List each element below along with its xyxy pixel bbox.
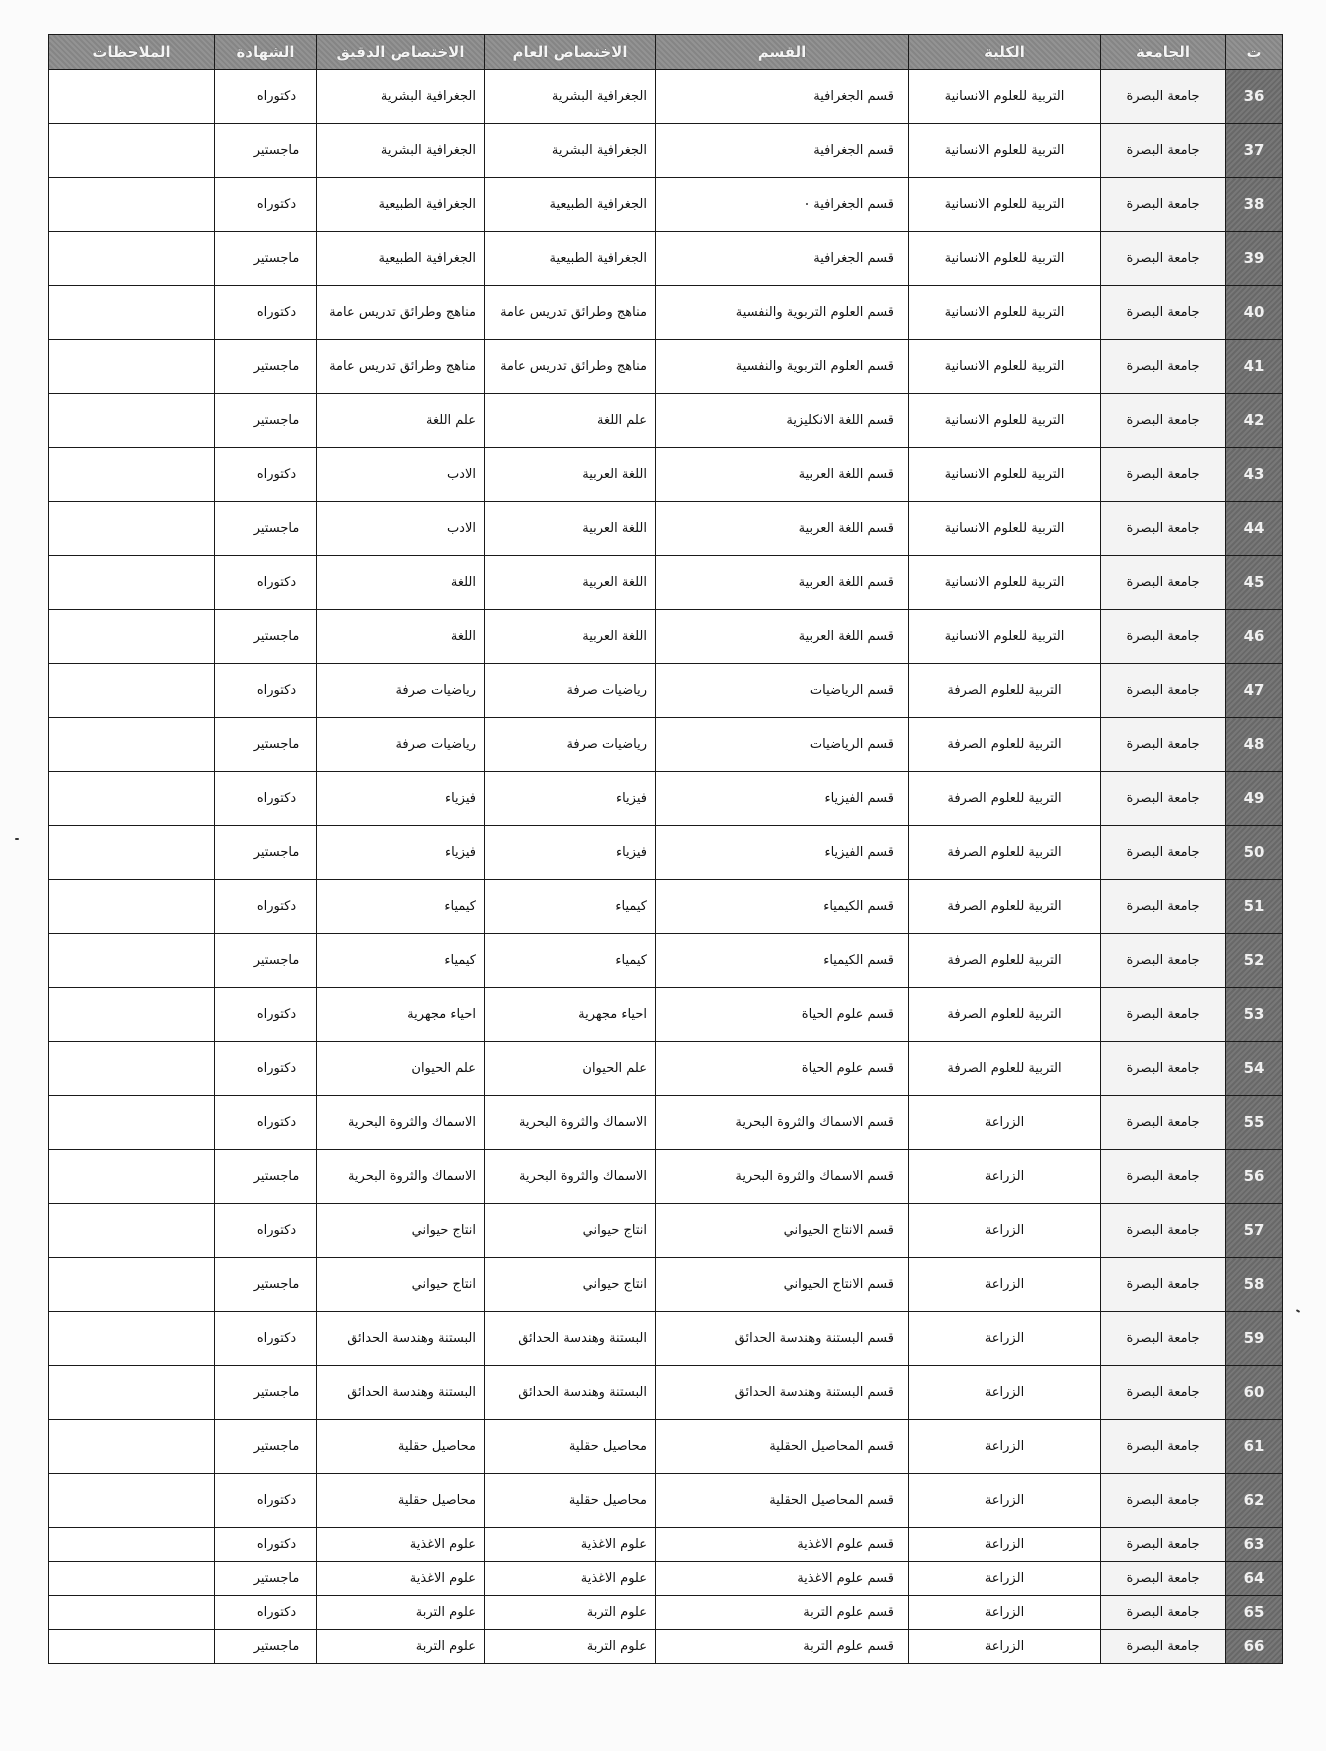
- general-specialization-cell: الجغرافية البشرية: [485, 124, 656, 178]
- general-specialization-cell: الجغرافية الطبيعية: [485, 178, 656, 232]
- general-specialization-cell: علوم الاغذية: [485, 1528, 656, 1562]
- university-cell: جامعة البصرة: [1101, 340, 1226, 394]
- precise-specialization-cell: الاسماك والثروة البحرية: [317, 1150, 485, 1204]
- notes-cell: [49, 124, 215, 178]
- college-cell: التربية للعلوم الانسانية: [909, 394, 1101, 448]
- degree-cell: ماجستير: [215, 124, 317, 178]
- row-number: 60: [1226, 1366, 1283, 1420]
- table-row: [49, 286, 1283, 340]
- university-cell: جامعة البصرة: [1101, 1096, 1226, 1150]
- degree-cell: دكتوراه: [215, 556, 317, 610]
- department-cell: قسم علوم الاغذية: [656, 1562, 909, 1596]
- notes-cell: [49, 1366, 215, 1420]
- college-cell: التربية للعلوم الانسانية: [909, 178, 1101, 232]
- notes-cell: [49, 448, 215, 502]
- university-cell: جامعة البصرة: [1101, 1312, 1226, 1366]
- scan-speck: [806, 203, 808, 205]
- row-number: 47: [1226, 664, 1283, 718]
- general-specialization-cell: علوم التربة: [485, 1630, 656, 1664]
- notes-cell: [49, 718, 215, 772]
- degree-cell: ماجستير: [215, 1630, 317, 1664]
- notes-cell: [49, 1562, 215, 1596]
- college-cell: الزراعة: [909, 1562, 1101, 1596]
- degree-cell: دكتوراه: [215, 70, 317, 124]
- table-row: [49, 1630, 1283, 1664]
- row-number: 51: [1226, 880, 1283, 934]
- table-row: [49, 880, 1283, 934]
- degree-cell: دكتوراه: [215, 880, 317, 934]
- college-cell: الزراعة: [909, 1204, 1101, 1258]
- row-number: 58: [1226, 1258, 1283, 1312]
- notes-cell: [49, 502, 215, 556]
- specializations-table: [48, 34, 1283, 1664]
- department-cell: قسم اللغة العربية: [656, 610, 909, 664]
- degree-cell: ماجستير: [215, 232, 317, 286]
- precise-specialization-cell: علوم الاغذية: [317, 1528, 485, 1562]
- precise-specialization-cell: اللغة: [317, 556, 485, 610]
- university-cell: جامعة البصرة: [1101, 394, 1226, 448]
- university-cell: جامعة البصرة: [1101, 826, 1226, 880]
- department-cell: قسم الجغرافية: [656, 124, 909, 178]
- general-specialization-cell: الجغرافية البشرية: [485, 70, 656, 124]
- precise-specialization-cell: مناهج وطرائق تدريس عامة: [317, 340, 485, 394]
- table-row: [49, 178, 1283, 232]
- college-cell: التربية للعلوم الصرفة: [909, 826, 1101, 880]
- university-cell: جامعة البصرة: [1101, 448, 1226, 502]
- general-specialization-cell: كيمياء: [485, 880, 656, 934]
- notes-cell: [49, 1096, 215, 1150]
- department-cell: قسم علوم التربة: [656, 1630, 909, 1664]
- department-cell: قسم الرياضيات: [656, 664, 909, 718]
- notes-cell: [49, 1204, 215, 1258]
- degree-cell: ماجستير: [215, 1420, 317, 1474]
- department-cell: قسم الكيمياء: [656, 880, 909, 934]
- table-row: [49, 1420, 1283, 1474]
- general-specialization-cell: اللغة العربية: [485, 502, 656, 556]
- college-cell: التربية للعلوم الانسانية: [909, 556, 1101, 610]
- department-cell: قسم اللغة العربية: [656, 448, 909, 502]
- notes-cell: [49, 232, 215, 286]
- header-department: القسم: [656, 35, 909, 70]
- row-number: 61: [1226, 1420, 1283, 1474]
- department-cell: قسم علوم الاغذية: [656, 1528, 909, 1562]
- university-cell: جامعة البصرة: [1101, 1528, 1226, 1562]
- row-number: 41: [1226, 340, 1283, 394]
- notes-cell: [49, 340, 215, 394]
- department-cell: قسم الجغرافية: [656, 232, 909, 286]
- table-row: [49, 124, 1283, 178]
- university-cell: جامعة البصرة: [1101, 1258, 1226, 1312]
- university-cell: جامعة البصرة: [1101, 610, 1226, 664]
- row-number: 59: [1226, 1312, 1283, 1366]
- table-row: [49, 232, 1283, 286]
- table-row: [49, 1150, 1283, 1204]
- degree-cell: دكتوراه: [215, 1596, 317, 1630]
- table-row: [49, 1042, 1283, 1096]
- department-cell: قسم الفيزياء: [656, 772, 909, 826]
- notes-cell: [49, 1042, 215, 1096]
- university-cell: جامعة البصرة: [1101, 934, 1226, 988]
- college-cell: التربية للعلوم الصرفة: [909, 1042, 1101, 1096]
- university-cell: جامعة البصرة: [1101, 772, 1226, 826]
- table-row: [49, 988, 1283, 1042]
- college-cell: التربية للعلوم الانسانية: [909, 610, 1101, 664]
- degree-cell: دكتوراه: [215, 1528, 317, 1562]
- general-specialization-cell: اللغة العربية: [485, 610, 656, 664]
- university-cell: جامعة البصرة: [1101, 1420, 1226, 1474]
- notes-cell: [49, 556, 215, 610]
- row-number: 36: [1226, 70, 1283, 124]
- degree-cell: ماجستير: [215, 340, 317, 394]
- college-cell: التربية للعلوم الصرفة: [909, 664, 1101, 718]
- row-number: 37: [1226, 124, 1283, 178]
- row-number: 56: [1226, 1150, 1283, 1204]
- college-cell: الزراعة: [909, 1366, 1101, 1420]
- department-cell: قسم علوم الحياة: [656, 988, 909, 1042]
- department-cell: قسم اللغة العربية: [656, 502, 909, 556]
- university-cell: جامعة البصرة: [1101, 556, 1226, 610]
- table-row: [49, 340, 1283, 394]
- general-specialization-cell: علم اللغة: [485, 394, 656, 448]
- university-cell: جامعة البصرة: [1101, 1204, 1226, 1258]
- department-cell: قسم المحاصيل الحقلية: [656, 1420, 909, 1474]
- college-cell: الزراعة: [909, 1096, 1101, 1150]
- notes-cell: [49, 70, 215, 124]
- precise-specialization-cell: الاسماك والثروة البحرية: [317, 1096, 485, 1150]
- department-cell: قسم الانتاج الحيواني: [656, 1258, 909, 1312]
- degree-cell: ماجستير: [215, 502, 317, 556]
- row-number: 49: [1226, 772, 1283, 826]
- table-row: [49, 502, 1283, 556]
- department-cell: قسم علوم التربة: [656, 1596, 909, 1630]
- notes-cell: [49, 1474, 215, 1528]
- table-row: [49, 826, 1283, 880]
- row-number: 63: [1226, 1528, 1283, 1562]
- precise-specialization-cell: الادب: [317, 502, 485, 556]
- precise-specialization-cell: مناهج وطرائق تدريس عامة: [317, 286, 485, 340]
- precise-specialization-cell: كيمياء: [317, 880, 485, 934]
- notes-cell: [49, 934, 215, 988]
- university-cell: جامعة البصرة: [1101, 1596, 1226, 1630]
- row-number: 42: [1226, 394, 1283, 448]
- notes-cell: [49, 394, 215, 448]
- notes-cell: [49, 178, 215, 232]
- general-specialization-cell: الجغرافية الطبيعية: [485, 232, 656, 286]
- college-cell: التربية للعلوم الانسانية: [909, 124, 1101, 178]
- notes-cell: [49, 772, 215, 826]
- university-cell: جامعة البصرة: [1101, 124, 1226, 178]
- department-cell: قسم البستنة وهندسة الحدائق: [656, 1366, 909, 1420]
- header-university: الجامعة: [1101, 35, 1226, 70]
- degree-cell: ماجستير: [215, 1258, 317, 1312]
- row-number: 53: [1226, 988, 1283, 1042]
- row-number: 52: [1226, 934, 1283, 988]
- precise-specialization-cell: البستنة وهندسة الحدائق: [317, 1366, 485, 1420]
- degree-cell: ماجستير: [215, 1150, 317, 1204]
- notes-cell: [49, 610, 215, 664]
- degree-cell: دكتوراه: [215, 1042, 317, 1096]
- university-cell: جامعة البصرة: [1101, 70, 1226, 124]
- precise-specialization-cell: انتاج حيواني: [317, 1204, 485, 1258]
- row-number: 65: [1226, 1596, 1283, 1630]
- degree-cell: ماجستير: [215, 826, 317, 880]
- precise-specialization-cell: فيزياء: [317, 826, 485, 880]
- table-row: [49, 70, 1283, 124]
- department-cell: قسم الرياضيات: [656, 718, 909, 772]
- department-cell: قسم الجغرافية: [656, 70, 909, 124]
- row-number: 66: [1226, 1630, 1283, 1664]
- table-row: [49, 1528, 1283, 1562]
- notes-cell: [49, 1528, 215, 1562]
- row-number: 55: [1226, 1096, 1283, 1150]
- table-row: [49, 1366, 1283, 1420]
- table-row: [49, 664, 1283, 718]
- university-cell: جامعة البصرة: [1101, 718, 1226, 772]
- notes-cell: [49, 880, 215, 934]
- degree-cell: دكتوراه: [215, 988, 317, 1042]
- precise-specialization-cell: البستنة وهندسة الحدائق: [317, 1312, 485, 1366]
- department-cell: قسم الجغرافية: [656, 178, 909, 232]
- precise-specialization-cell: علم الحيوان: [317, 1042, 485, 1096]
- header-precise-specialization: الاختصاص الدقيق: [317, 35, 485, 70]
- university-cell: جامعة البصرة: [1101, 664, 1226, 718]
- row-number: 44: [1226, 502, 1283, 556]
- table-row: [49, 934, 1283, 988]
- department-cell: قسم الفيزياء: [656, 826, 909, 880]
- department-cell: قسم علوم الحياة: [656, 1042, 909, 1096]
- precise-specialization-cell: احياء مجهرية: [317, 988, 485, 1042]
- department-cell: قسم الانتاج الحيواني: [656, 1204, 909, 1258]
- notes-cell: [49, 1596, 215, 1630]
- row-number: 54: [1226, 1042, 1283, 1096]
- general-specialization-cell: اللغة العربية: [485, 448, 656, 502]
- college-cell: التربية للعلوم الانسانية: [909, 448, 1101, 502]
- table-row: [49, 1312, 1283, 1366]
- college-cell: التربية للعلوم الصرفة: [909, 772, 1101, 826]
- row-number: 48: [1226, 718, 1283, 772]
- general-specialization-cell: الاسماك والثروة البحرية: [485, 1150, 656, 1204]
- degree-cell: دكتوراه: [215, 1312, 317, 1366]
- row-number: 50: [1226, 826, 1283, 880]
- college-cell: الزراعة: [909, 1528, 1101, 1562]
- notes-cell: [49, 286, 215, 340]
- general-specialization-cell: الاسماك والثروة البحرية: [485, 1096, 656, 1150]
- header-degree: الشهادة: [215, 35, 317, 70]
- department-cell: قسم اللغة الانكليزية: [656, 394, 909, 448]
- university-cell: جامعة البصرة: [1101, 1474, 1226, 1528]
- precise-specialization-cell: الجغرافية البشرية: [317, 70, 485, 124]
- department-cell: قسم اللغة العربية: [656, 556, 909, 610]
- row-number: 57: [1226, 1204, 1283, 1258]
- precise-specialization-cell: كيمياء: [317, 934, 485, 988]
- row-number: 38: [1226, 178, 1283, 232]
- table-row: [49, 556, 1283, 610]
- degree-cell: دكتوراه: [215, 448, 317, 502]
- notes-cell: [49, 826, 215, 880]
- general-specialization-cell: اللغة العربية: [485, 556, 656, 610]
- department-cell: قسم المحاصيل الحقلية: [656, 1474, 909, 1528]
- table-row: [49, 448, 1283, 502]
- college-cell: التربية للعلوم الصرفة: [909, 988, 1101, 1042]
- general-specialization-cell: رياضيات صرفة: [485, 664, 656, 718]
- general-specialization-cell: انتاج حيواني: [485, 1204, 656, 1258]
- precise-specialization-cell: انتاج حيواني: [317, 1258, 485, 1312]
- table-header-row: [49, 35, 1283, 70]
- table-row: [49, 1474, 1283, 1528]
- degree-cell: ماجستير: [215, 934, 317, 988]
- row-number: 62: [1226, 1474, 1283, 1528]
- precise-specialization-cell: الادب: [317, 448, 485, 502]
- university-cell: جامعة البصرة: [1101, 988, 1226, 1042]
- precise-specialization-cell: علوم التربة: [317, 1596, 485, 1630]
- scan-speck: [15, 838, 19, 840]
- table-row: [49, 772, 1283, 826]
- university-cell: جامعة البصرة: [1101, 880, 1226, 934]
- header-general-specialization: الاختصاص العام: [485, 35, 656, 70]
- general-specialization-cell: محاصيل حقلية: [485, 1474, 656, 1528]
- precise-specialization-cell: الجغرافية الطبيعية: [317, 178, 485, 232]
- precise-specialization-cell: الجغرافية الطبيعية: [317, 232, 485, 286]
- table-row: [49, 1258, 1283, 1312]
- general-specialization-cell: علم الحيوان: [485, 1042, 656, 1096]
- university-cell: جامعة البصرة: [1101, 1150, 1226, 1204]
- university-cell: جامعة البصرة: [1101, 1562, 1226, 1596]
- college-cell: التربية للعلوم الصرفة: [909, 718, 1101, 772]
- department-cell: قسم البستنة وهندسة الحدائق: [656, 1312, 909, 1366]
- degree-cell: ماجستير: [215, 1562, 317, 1596]
- document-sheet: [48, 34, 1282, 1664]
- college-cell: الزراعة: [909, 1420, 1101, 1474]
- general-specialization-cell: مناهج وطرائق تدريس عامة: [485, 340, 656, 394]
- general-specialization-cell: رياضيات صرفة: [485, 718, 656, 772]
- college-cell: التربية للعلوم الانسانية: [909, 340, 1101, 394]
- university-cell: جامعة البصرة: [1101, 502, 1226, 556]
- table-row: [49, 1204, 1283, 1258]
- notes-cell: [49, 1312, 215, 1366]
- row-number: 64: [1226, 1562, 1283, 1596]
- precise-specialization-cell: محاصيل حقلية: [317, 1420, 485, 1474]
- notes-cell: [49, 1150, 215, 1204]
- college-cell: الزراعة: [909, 1596, 1101, 1630]
- notes-cell: [49, 1420, 215, 1474]
- table-row: [49, 394, 1283, 448]
- general-specialization-cell: فيزياء: [485, 772, 656, 826]
- general-specialization-cell: محاصيل حقلية: [485, 1420, 656, 1474]
- header-num: ت: [1226, 35, 1283, 70]
- header-notes: الملاحظات: [49, 35, 215, 70]
- degree-cell: دكتوراه: [215, 1474, 317, 1528]
- degree-cell: ماجستير: [215, 610, 317, 664]
- degree-cell: ماجستير: [215, 718, 317, 772]
- university-cell: جامعة البصرة: [1101, 286, 1226, 340]
- university-cell: جامعة البصرة: [1101, 1630, 1226, 1664]
- precise-specialization-cell: علوم الاغذية: [317, 1562, 485, 1596]
- precise-specialization-cell: محاصيل حقلية: [317, 1474, 485, 1528]
- degree-cell: دكتوراه: [215, 664, 317, 718]
- college-cell: التربية للعلوم الصرفة: [909, 934, 1101, 988]
- notes-cell: [49, 1630, 215, 1664]
- degree-cell: ماجستير: [215, 394, 317, 448]
- notes-cell: [49, 988, 215, 1042]
- university-cell: جامعة البصرة: [1101, 232, 1226, 286]
- university-cell: جامعة البصرة: [1101, 1042, 1226, 1096]
- general-specialization-cell: البستنة وهندسة الحدائق: [485, 1312, 656, 1366]
- table-row: [49, 718, 1283, 772]
- scan-speck: [1296, 1309, 1300, 1313]
- row-number: 40: [1226, 286, 1283, 340]
- general-specialization-cell: البستنة وهندسة الحدائق: [485, 1366, 656, 1420]
- general-specialization-cell: علوم التربة: [485, 1596, 656, 1630]
- row-number: 45: [1226, 556, 1283, 610]
- precise-specialization-cell: فيزياء: [317, 772, 485, 826]
- precise-specialization-cell: الجغرافية البشرية: [317, 124, 485, 178]
- general-specialization-cell: مناهج وطرائق تدريس عامة: [485, 286, 656, 340]
- general-specialization-cell: انتاج حيواني: [485, 1258, 656, 1312]
- university-cell: جامعة البصرة: [1101, 178, 1226, 232]
- notes-cell: [49, 1258, 215, 1312]
- department-cell: قسم الكيمياء: [656, 934, 909, 988]
- precise-specialization-cell: رياضيات صرفة: [317, 664, 485, 718]
- college-cell: التربية للعلوم الانسانية: [909, 70, 1101, 124]
- row-number: 39: [1226, 232, 1283, 286]
- department-cell: قسم الاسماك والثروة البحرية: [656, 1096, 909, 1150]
- general-specialization-cell: فيزياء: [485, 826, 656, 880]
- department-cell: قسم العلوم التربوية والنفسية: [656, 286, 909, 340]
- precise-specialization-cell: اللغة: [317, 610, 485, 664]
- college-cell: التربية للعلوم الانسانية: [909, 502, 1101, 556]
- degree-cell: دكتوراه: [215, 1204, 317, 1258]
- degree-cell: دكتوراه: [215, 178, 317, 232]
- table-row: [49, 610, 1283, 664]
- row-number: 43: [1226, 448, 1283, 502]
- table-row: [49, 1096, 1283, 1150]
- college-cell: التربية للعلوم الانسانية: [909, 232, 1101, 286]
- table-body: [49, 70, 1283, 1664]
- college-cell: الزراعة: [909, 1150, 1101, 1204]
- degree-cell: ماجستير: [215, 1366, 317, 1420]
- precise-specialization-cell: رياضيات صرفة: [317, 718, 485, 772]
- row-number: 46: [1226, 610, 1283, 664]
- degree-cell: دكتوراه: [215, 772, 317, 826]
- general-specialization-cell: احياء مجهرية: [485, 988, 656, 1042]
- department-cell: قسم العلوم التربوية والنفسية: [656, 340, 909, 394]
- college-cell: الزراعة: [909, 1474, 1101, 1528]
- table-row: [49, 1562, 1283, 1596]
- table-row: [49, 1596, 1283, 1630]
- department-cell: قسم الاسماك والثروة البحرية: [656, 1150, 909, 1204]
- header-college: الكلية: [909, 35, 1101, 70]
- notes-cell: [49, 664, 215, 718]
- precise-specialization-cell: علم اللغة: [317, 394, 485, 448]
- general-specialization-cell: علوم الاغذية: [485, 1562, 656, 1596]
- college-cell: التربية للعلوم الصرفة: [909, 880, 1101, 934]
- general-specialization-cell: كيمياء: [485, 934, 656, 988]
- university-cell: جامعة البصرة: [1101, 1366, 1226, 1420]
- college-cell: التربية للعلوم الانسانية: [909, 286, 1101, 340]
- degree-cell: دكتوراه: [215, 286, 317, 340]
- degree-cell: دكتوراه: [215, 1096, 317, 1150]
- college-cell: الزراعة: [909, 1258, 1101, 1312]
- college-cell: الزراعة: [909, 1312, 1101, 1366]
- precise-specialization-cell: علوم التربة: [317, 1630, 485, 1664]
- college-cell: الزراعة: [909, 1630, 1101, 1664]
